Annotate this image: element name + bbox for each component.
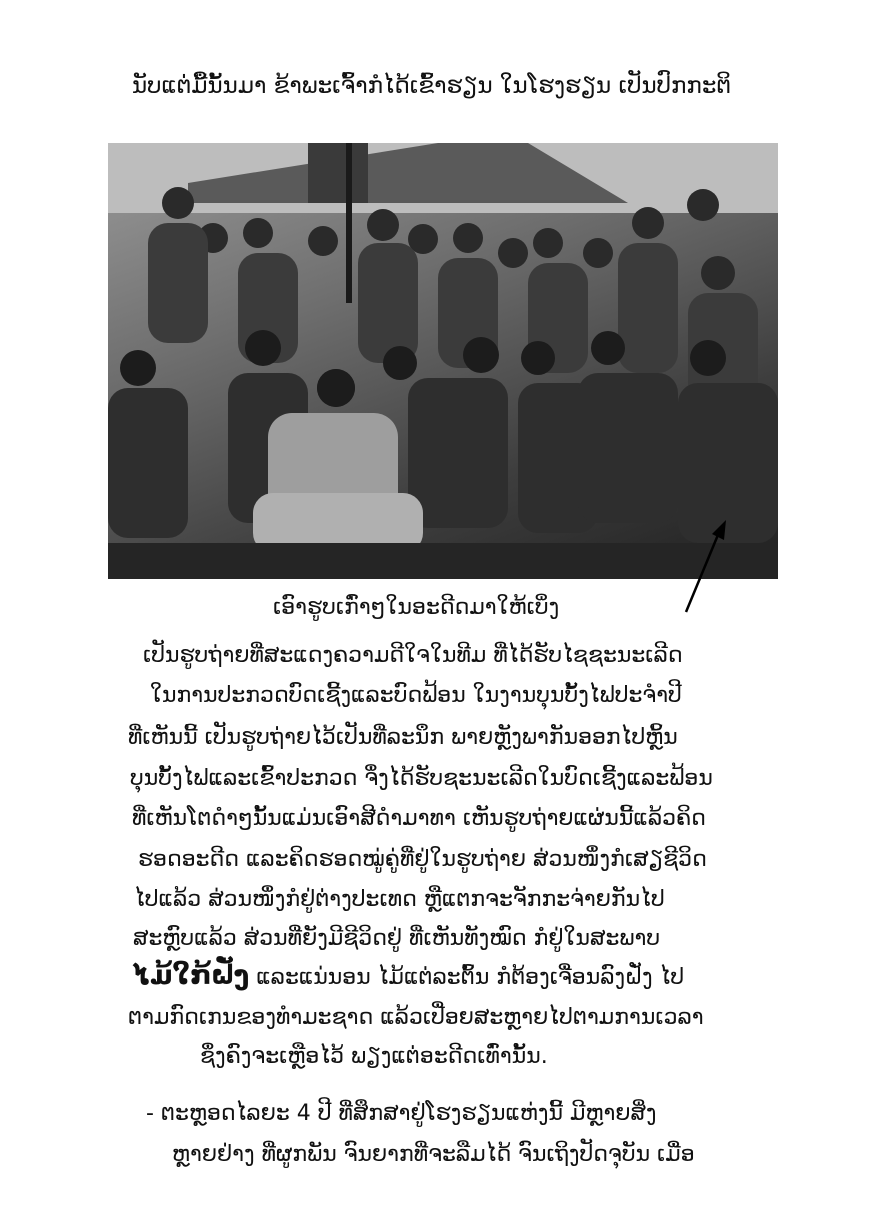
group-photo-icon — [108, 143, 778, 579]
page-heading: ນັບແຕ່ມື້ນັ້ນມາ ຂ້າພະເຈົ້າກໍໄດ້ເຂົ້າຮຽນ ໃນໂຮງຮຽນ ເປັນປົກກະຕິ — [132, 73, 732, 99]
paragraph-line: ຊຶ່ງຄົງຈະເຫຼືອໄວ້ ພຽງແຕ່ອະດີດເທົ່ານັ້ນ. — [200, 1044, 548, 1069]
paragraph-line — [133, 962, 684, 992]
paragraph-line-rest: ແລະແນ່ນອນ ໄມ້ແຕ່ລະຕົ້ນ ກໍຕ້ອງເຈື່ອນລົງຝັ່ງ ໄປ — [249, 965, 685, 990]
paragraph-line: ສະຫຼົບແລ້ວ ສ່ວນທີ່ຍັງມີຊີວິດຢູ່ ທີ່ເຫັນທັງໝົດ ກໍຢູ່ໃນສະພາບ — [133, 926, 661, 951]
paragraph-line: ທີ່ເຫັນນີ້ ເປັນຮູບຖ່າຍໄວ້ເປັນທີ່ລະນຶກ ພາຍຫຼັງພາກັນອອກໄປຫຼິ້ນ — [128, 725, 678, 750]
arrow-icon — [676, 520, 736, 620]
paragraph-line: ໄປແລ້ວ ສ່ວນໜຶ່ງກໍຢູ່ຕ່າງປະເທດ ຫຼືແຕກຈະຈັກກະຈ່າຍກັນໄປ — [134, 887, 665, 912]
paragraph-line: ຕາມກົດເກນຂອງທຳມະຊາດ ແລ້ວເປື່ອຍສະຫຼາຍໄປຕາມການເວລາ — [128, 1005, 704, 1030]
paragraph-line: ບຸນບັ້ງໄຟແລະເຂົ້າປະກວດ ຈຶ່ງໄດ້ຮັບຊະນະເລີດໃນບົດເຊີ້ງແລະຟ້ອນ — [130, 766, 713, 791]
bullet-line: - ຕະຫຼອດໄລຍະ 4 ປີ ທີ່ສຶກສາຢູ່ໂຮງຮຽນແຫ່ງນີ້ ມີຫຼາຍສິ່ງ — [146, 1101, 657, 1126]
photo-caption: ເອົາຮູບເກົ່າໆໃນອະດີດມາໃຫ້ເບິ່ງ — [273, 595, 560, 620]
group-photo — [108, 143, 778, 579]
paragraph-line: ຮອດອະດີດ ແລະຄິດຮອດໝູ່ຄູ່ທີ່ຢູ່ໃນຮູບຖ່າຍ ສ່ວນໜຶ່ງກໍເສຽຊີວິດ — [138, 847, 707, 872]
paragraph-line: ທີ່ເຫັນໂຕດຳໆນັ້ນແມ່ນເອົາສີດຳມາທາ ເຫັນຮູບຖ່າຍແຜ່ນນີ້ແລ້ວຄິດ — [132, 806, 706, 831]
emphasis-text: ໄມ້ໃກ້ຝັ່ງ — [133, 960, 250, 991]
paragraph-line: ໃນການປະກວດບົດເຊີ້ງແລະບົດຟ້ອນ ໃນງານບຸນບັ້ງໄຟປະຈຳປີ — [150, 683, 682, 708]
paragraph-line: ເປັນຮູບຖ່າຍທີ່ສະແດງຄວາມດີໃຈໃນທີມ ທີ່ໄດ້ຮັບໄຊຊະນະເລີດ — [143, 643, 683, 668]
bullet-line: ຫຼາຍຢ່າງ ທີ່ຜູກພັນ ຈົນຍາກທີ່ຈະລືມໄດ້ ຈົນເຖິງປັດຈຸບັນ ເມື່ອ — [172, 1142, 695, 1167]
